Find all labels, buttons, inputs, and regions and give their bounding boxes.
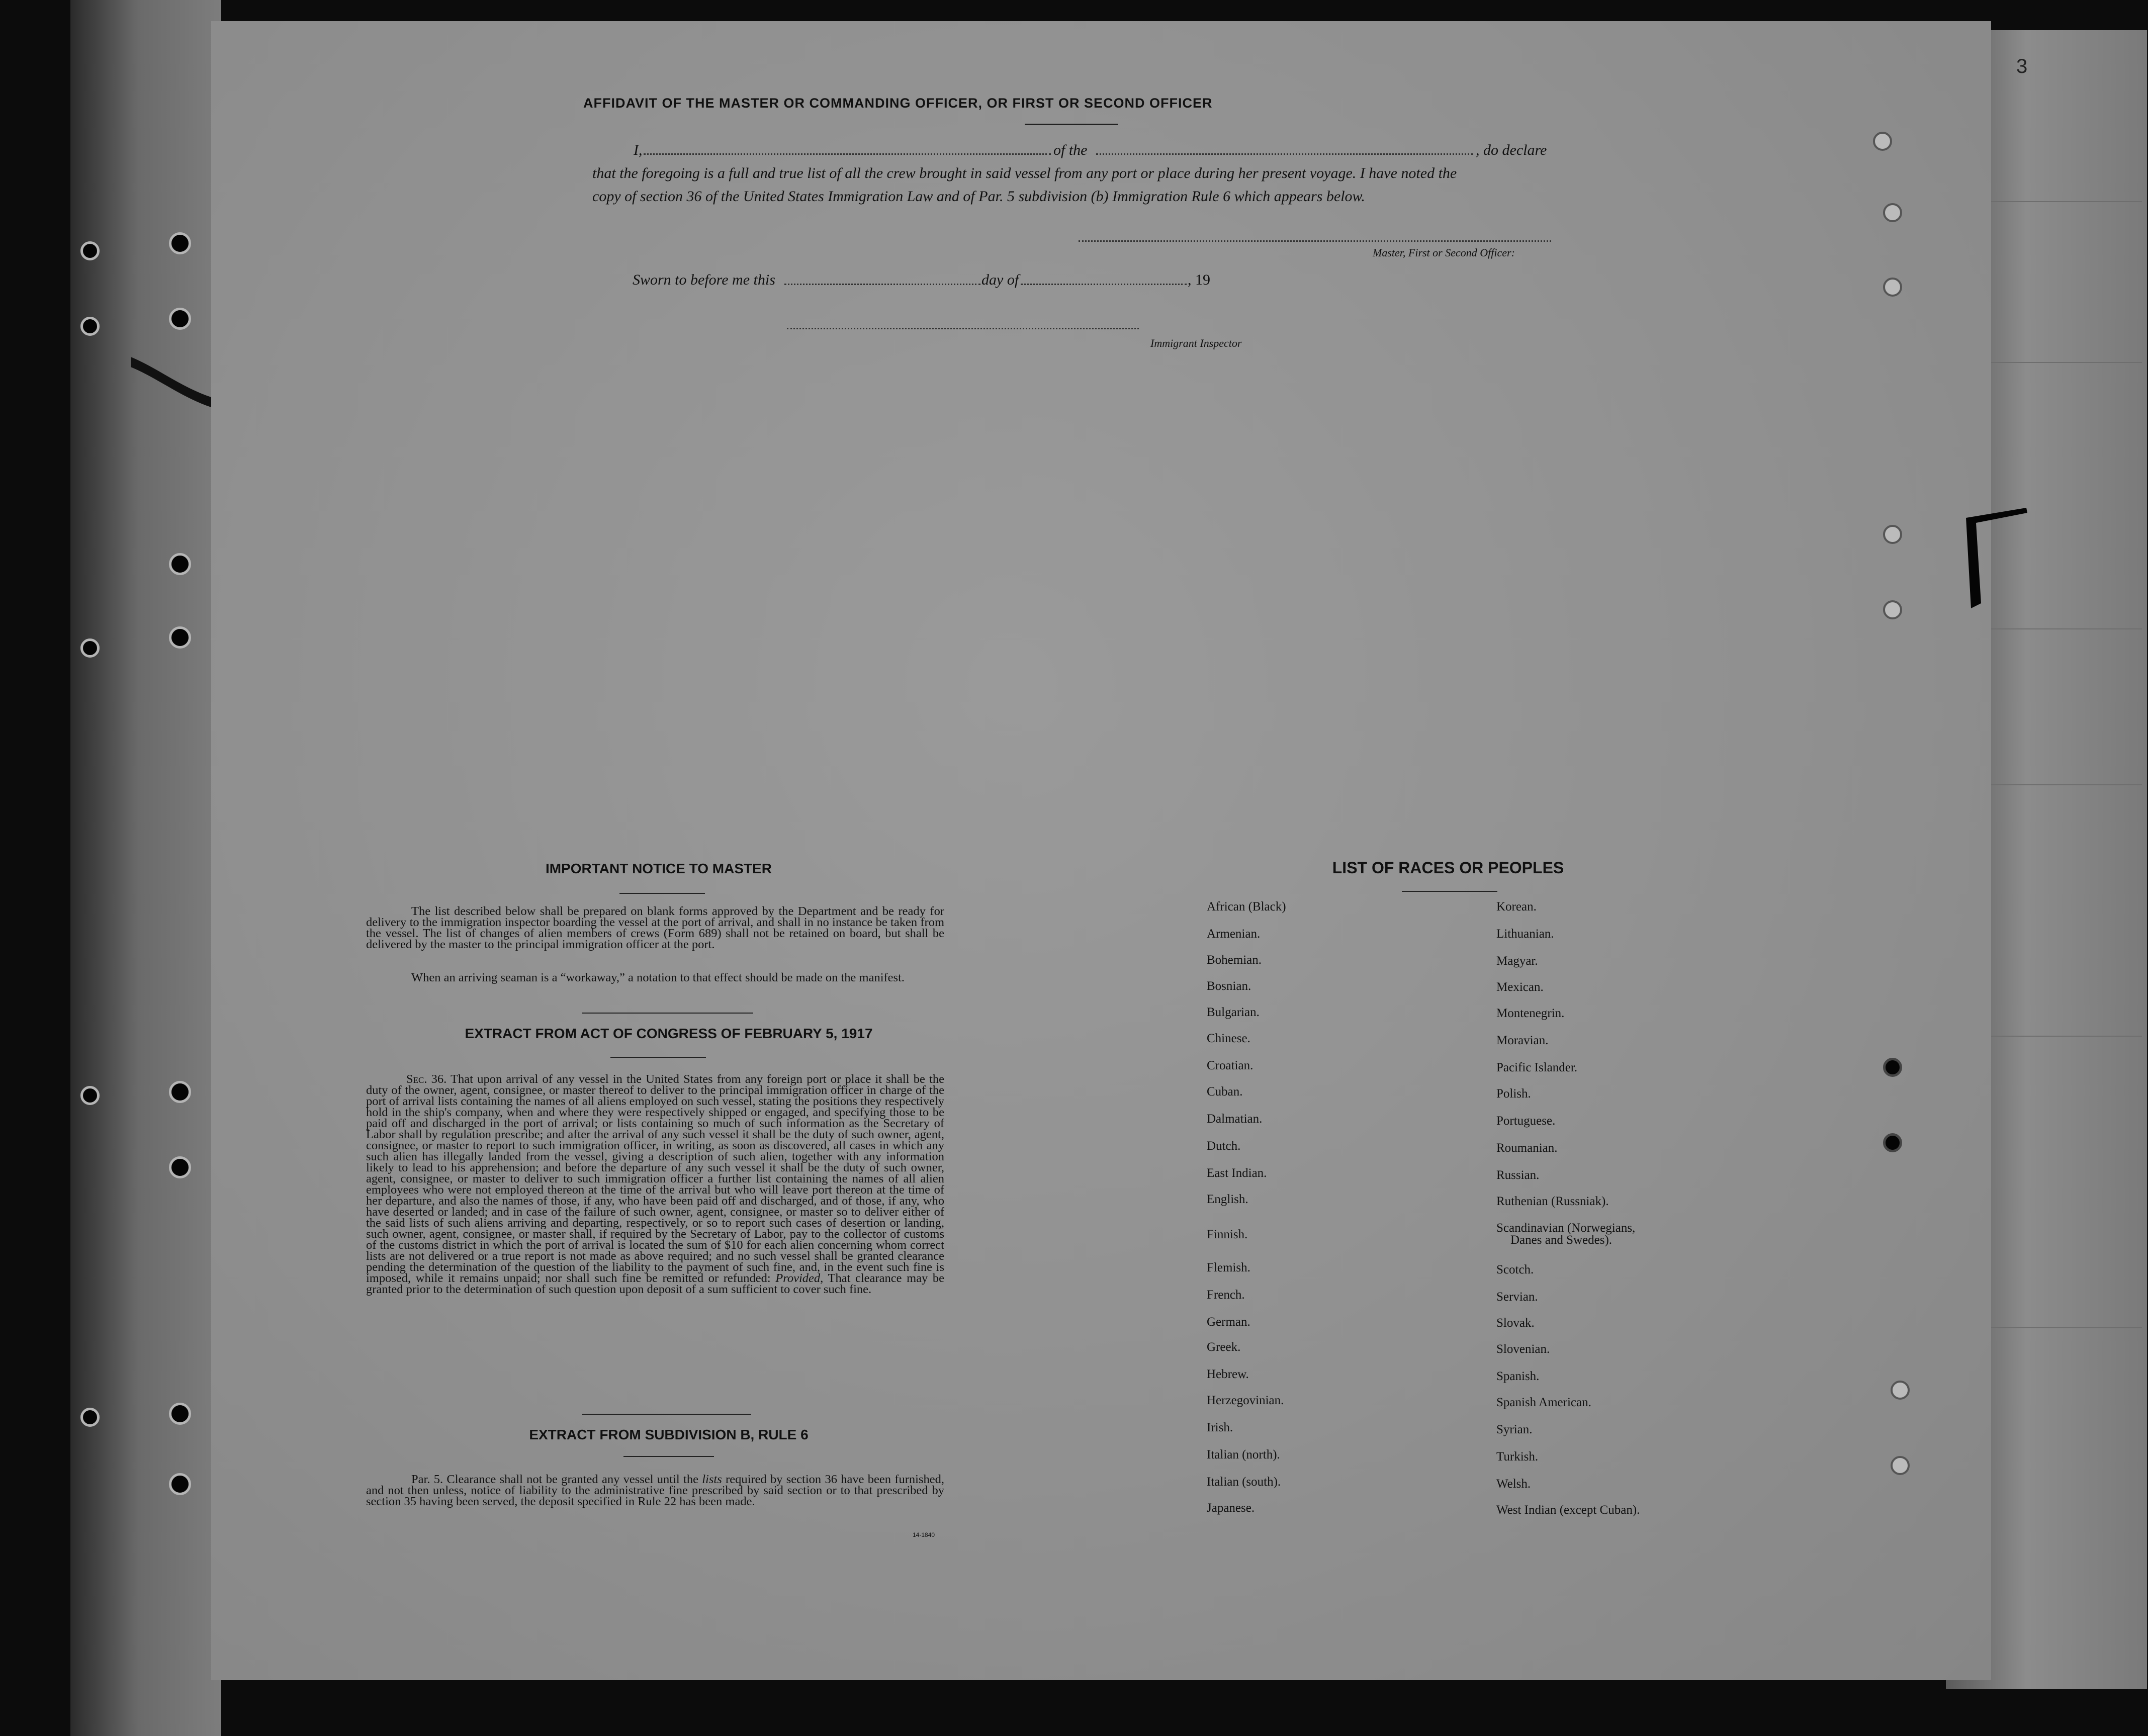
binding-strap	[131, 347, 211, 417]
form-code: 14-1840	[913, 1531, 935, 1538]
title-rule	[1025, 124, 1118, 125]
race-item: Ruthenian (Russniak).	[1496, 1195, 1609, 1208]
sworn-year: , 19	[1188, 271, 1210, 288]
race-item: Montenegrin.	[1496, 1007, 1565, 1020]
sworn-month-line	[1021, 284, 1187, 285]
binder-hole	[80, 241, 100, 260]
inspector-signature-line	[787, 328, 1139, 329]
race-item: West Indian (except Cuban).	[1496, 1503, 1640, 1517]
provided-word: Provided,	[775, 1271, 824, 1285]
race-item: Welsh.	[1496, 1477, 1531, 1491]
race-item: French.	[1207, 1288, 1245, 1302]
affidavit-line-i: I,	[634, 142, 643, 158]
race-item: Spanish.	[1496, 1369, 1540, 1383]
race-item: Italian (south).	[1207, 1475, 1281, 1489]
binder-hole	[169, 1156, 191, 1178]
race-item: African (Black)	[1207, 900, 1286, 913]
binder-hole	[1883, 525, 1902, 544]
race-item: Bosnian.	[1207, 979, 1251, 993]
officer-signature-line	[1079, 240, 1551, 242]
section-36-label: Sec. 36.	[406, 1072, 447, 1086]
race-item: Pacific Islander.	[1496, 1061, 1578, 1074]
race-item: Italian (north).	[1207, 1448, 1280, 1461]
race-item: Scotch.	[1496, 1263, 1534, 1276]
binder-hole	[169, 553, 191, 575]
binder-hole	[1873, 132, 1892, 151]
extract-rule-title: EXTRACT FROM SUBDIVISION B, RULE 6	[529, 1427, 809, 1442]
race-item: Spanish American.	[1496, 1396, 1591, 1409]
race-item: Servian.	[1496, 1290, 1538, 1304]
race-item: Finnish.	[1207, 1228, 1248, 1241]
binder-hole	[169, 1473, 191, 1495]
affidavit-title: AFFIDAVIT OF THE MASTER OR COMMANDING OFFICER, OR FIRST OR SECOND OFFICER	[583, 96, 1213, 111]
race-item: Bulgarian.	[1207, 1006, 1260, 1019]
binder-hole	[1883, 600, 1902, 619]
inspector-label: Immigrant Inspector	[1150, 337, 1242, 349]
binder-hole	[1883, 1133, 1902, 1152]
section-rule	[623, 1456, 714, 1457]
races-column-1	[1207, 900, 1408, 1523]
affidavit-line-of-the: of the	[1053, 142, 1088, 158]
affidavit-line-2: that the foregoing is a full and true list of all the crew brought in said vessel from any port or place during her present voyage. I have noted the	[592, 165, 1457, 181]
race-item: Chinese.	[1207, 1032, 1250, 1045]
race-item: Roumanian.	[1496, 1141, 1558, 1155]
section-rule	[582, 1013, 753, 1014]
officer-signature-label: Master, First or Second Officer:	[1373, 246, 1515, 259]
sworn-day-of: day of	[981, 271, 1019, 288]
lists-word: lists	[702, 1473, 722, 1486]
rule-6-text	[366, 1474, 944, 1507]
section-rule	[610, 1057, 706, 1058]
race-item: Herzegovinian.	[1207, 1394, 1284, 1407]
races-title: LIST OF RACES OR PEOPLES	[1332, 859, 1564, 877]
binder-hole	[169, 308, 191, 330]
rule-6-text-a: Par. 5. Clearance shall not be granted any vessel until the	[411, 1473, 698, 1486]
extract-act-title: EXTRACT FROM ACT OF CONGRESS OF FEBRUARY 5, 1917	[465, 1026, 873, 1041]
race-item: Dalmatian.	[1207, 1112, 1263, 1126]
master-name-line	[644, 153, 1051, 155]
binder-hole	[1891, 1456, 1910, 1475]
race-item: Irish.	[1207, 1421, 1233, 1434]
notice-rule	[619, 893, 705, 894]
races-column-2	[1496, 900, 1738, 1523]
race-item: Armenian.	[1207, 927, 1261, 941]
affidavit-line-declare: , do declare	[1476, 142, 1547, 158]
binder-hole	[80, 1408, 100, 1427]
binder-hole	[80, 638, 100, 658]
race-item: Korean.	[1496, 900, 1537, 913]
race-item: Dutch.	[1207, 1139, 1241, 1153]
section-36-tail: That clearance may be granted prior to the determination of such question upon deposit of a sum sufficient to cover such fine.	[366, 1271, 945, 1296]
section-36-text	[366, 1074, 944, 1295]
race-item: Mexican.	[1496, 980, 1544, 994]
binder-hole	[1891, 1381, 1910, 1400]
race-item: Russian.	[1496, 1168, 1540, 1182]
race-item: German.	[1207, 1315, 1250, 1329]
section-rule	[582, 1414, 751, 1415]
binder-hole	[80, 317, 100, 336]
race-item: Slovak.	[1496, 1316, 1535, 1330]
tab-marker	[1961, 503, 2051, 644]
section-36-body: That upon arrival of any vessel in the United States from any foreign port or place it shall be the duty of the owner, agent, consignee, or master thereof to deliver to the principal immigration officer in charge of the port of arrival lists containing the names of all aliens employed on such vessel, stating the positions they respectively hold in the ship's company, when and where they were respectively shipped or engaged, and specifying those to be paid off and discharged in the port of arrival; or lists containing so much of such information as the Secretary of Labor shall by regulation prescribe; and after the arrival of any such vessel it shall be the duty of such owner, agent, consignee, or master to report to such immigration officer, in writing, as soon as discovered, all cases in which any such alien has illegally landed from the vessel, giving a description of such alien, together with any information likely to lead to his apprehension; and before the departure of any such vessel it shall be the duty of such owner, agent, consignee, or master to deliver to such immigration officer a further list containing the names of all alien employees who were not employed thereon at the time of the arrival but who will leave port thereon at the time of her departure, and also the names of those, if any, who have been paid off and discharged, and of those, if any, who have deserted or landed; and in case of the failure of such owner, agent, consignee, or master so to deliver either of the said lists of such aliens arriving and departing, respectively, or so to report such cases of desertion or landing, such owner, agent, consignee, or master shall, if required by the Secretary of Labor, pay to the collector of customs of the customs district in which the port of arrival is located the sum of $10 for each alien concerning whom correct lists are not delivered or a true report is not made as above required; and no such vessel shall be granted clearance pending the determination of the question of the liability to the payment of such fine, and, in the event such fine is imposed, while it remains unpaid; nor shall such fine be remitted or refunded:	[366, 1072, 944, 1285]
race-item: Japanese.	[1207, 1501, 1255, 1515]
rule-6-text-b: required by section 36 have been furnished, and not then unless, notice of liability to the administrative fine prescribed by said section or to that prescribed by section 35 having been served, the deposit specified in Rule 22 has been made.	[366, 1473, 944, 1508]
race-item: Cuban.	[1207, 1085, 1243, 1099]
race-item: Turkish.	[1496, 1450, 1539, 1464]
binder-hole	[169, 1403, 191, 1425]
notice-title: IMPORTANT NOTICE TO MASTER	[545, 861, 772, 876]
race-item-continuation: Danes and Swedes).	[1510, 1233, 1613, 1247]
back-sheet-left	[70, 0, 221, 1736]
binder-hole	[1883, 1058, 1902, 1077]
sworn-prefix: Sworn to before me this	[633, 271, 775, 288]
binder-hole	[80, 1086, 100, 1105]
race-item: Moravian.	[1496, 1034, 1549, 1047]
race-item: English.	[1207, 1193, 1248, 1206]
binder-hole	[169, 626, 191, 649]
race-item: Bohemian.	[1207, 953, 1262, 967]
race-item: Portuguese.	[1496, 1114, 1556, 1128]
race-item: Magyar.	[1496, 954, 1538, 968]
binder-hole	[1883, 278, 1902, 297]
vessel-name-line	[1096, 153, 1473, 155]
notice-paragraph-2: When an arriving seaman is a “workaway,” a notation to that effect should be made on the manifest.	[411, 971, 905, 984]
affidavit-line-3: copy of section 36 of the United States Immigration Law and of Par. 5 subdivision (b) Immigration Rule 6 which appears below.	[592, 188, 1365, 205]
races-rule	[1402, 891, 1497, 892]
race-item: Lithuanian.	[1496, 927, 1554, 941]
race-item: Syrian.	[1496, 1423, 1533, 1436]
race-item: Scandinavian (Norwegians,	[1496, 1221, 1636, 1235]
race-item: Slovenian.	[1496, 1342, 1550, 1356]
binder-hole	[169, 1081, 191, 1103]
race-item: Croatian.	[1207, 1059, 1254, 1072]
race-item: East Indian.	[1207, 1166, 1267, 1180]
sworn-day-line	[784, 284, 980, 285]
binder-hole	[169, 232, 191, 254]
race-item: Hebrew.	[1207, 1367, 1249, 1381]
race-item: Greek.	[1207, 1340, 1241, 1354]
page-number: 3	[2016, 55, 2028, 77]
notice-paragraph-1: The list described below shall be prepared on blank forms approved by the Department and be ready for delivery to the immigration inspector boarding the vessel at the port of arrival, and shall in no instance be taken from the vessel. The list of changes of alien members of crews (Form 689) shall not be retained on board, but shall be delivered by the master to the principal immigration officer at the port.	[366, 904, 944, 951]
binder-hole	[1883, 203, 1902, 222]
race-item: Flemish.	[1207, 1261, 1250, 1274]
race-item: Polish.	[1496, 1087, 1531, 1101]
